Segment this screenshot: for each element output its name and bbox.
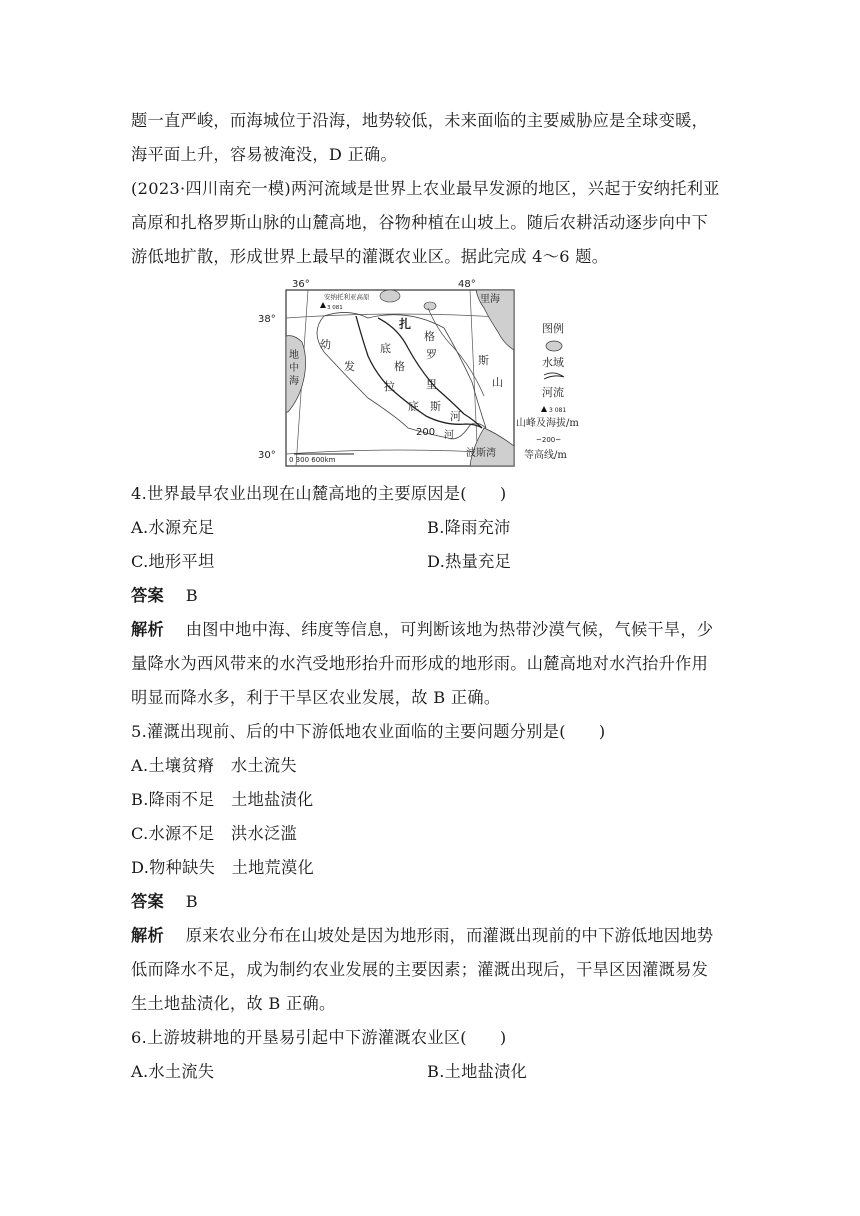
q5-explain-label: 解析 bbox=[131, 926, 164, 945]
river-tail: 河 bbox=[444, 430, 454, 441]
contour-value: 200 bbox=[416, 427, 436, 438]
legend-peak: 山峰及海拔/m bbox=[516, 418, 579, 429]
legend-water: 水域 bbox=[542, 356, 564, 369]
q6-option-b: B.土地盐渍化 bbox=[427, 1062, 528, 1081]
legend-peak-sample: 3 081 bbox=[549, 407, 567, 414]
lon-right: 48° bbox=[458, 279, 476, 290]
q4-answer-value: B bbox=[185, 586, 198, 605]
legend-river: 河流 bbox=[542, 386, 564, 399]
med-3: 海 bbox=[289, 376, 299, 387]
q5-explain-3: 生土地盐渍化，故 B 正确。 bbox=[131, 994, 336, 1013]
q5-option-b: B.降雨不足 土地盐渍化 bbox=[131, 790, 314, 809]
q4-explain-3: 明显而降水多，利于干旱区农业发展，故 B 正确。 bbox=[131, 688, 501, 707]
lat-top: 38° bbox=[258, 314, 276, 325]
tigris-2: 格 bbox=[394, 360, 405, 373]
zagros-4: 斯 bbox=[478, 354, 489, 367]
peak-value: 3 081 bbox=[327, 305, 343, 311]
legend-title: 图例 bbox=[542, 322, 564, 335]
q6-option-a: A.水土流失 bbox=[131, 1062, 215, 1081]
q5-option-d: D.物种缺失 土地荒漠化 bbox=[131, 858, 315, 877]
legend-contour-sample: ~200~ bbox=[536, 436, 562, 444]
q4-explain-1 bbox=[131, 619, 713, 641]
passage-line-3: 游低地扩散，形成世界上最早的灌溉农业区。据此完成 4～6 题。 bbox=[131, 247, 609, 266]
euph-2: 发 bbox=[344, 360, 355, 373]
passage-line-1: (2023·四川南充一模)两河流域是世界上农业最早发源的地区，兴起于安纳托利亚 bbox=[131, 179, 720, 198]
zagros-2: 格 bbox=[424, 330, 435, 343]
lake bbox=[424, 302, 436, 310]
q5-answer-label: 答案 bbox=[131, 892, 164, 911]
zagros-1: 扎 bbox=[399, 317, 412, 331]
q5-answer-value: B bbox=[185, 892, 198, 911]
euph-4: 底 bbox=[408, 400, 419, 413]
lake bbox=[380, 290, 400, 302]
legend-contour: 等高线/m bbox=[524, 450, 567, 461]
scale-label: 0 300 600km bbox=[289, 456, 336, 464]
q4-explain-label: 解析 bbox=[131, 620, 164, 639]
q6-stem: 6.上游坡耕地的开垦易引起中下游灌溉农业区( ) bbox=[131, 1028, 507, 1047]
zagros-3: 罗 bbox=[426, 348, 437, 361]
mesopotamia-map bbox=[258, 278, 618, 470]
passage-line-2: 高原和扎格罗斯山脉的山麓高地，谷物种植在山坡上。随后农耕活动逐步向中下 bbox=[131, 213, 709, 232]
q5-option-a: A.土壤贫瘠 水土流失 bbox=[131, 756, 297, 775]
caspian-label: 里海 bbox=[480, 294, 500, 305]
q4-answer bbox=[131, 585, 198, 607]
med-2: 中 bbox=[289, 363, 299, 374]
q4-explain-text-1: 由图中地中海、纬度等信息，可判断该地为热带沙漠气候，气候干旱，少 bbox=[185, 620, 714, 639]
lon-left: 36° bbox=[292, 279, 310, 290]
q4-option-b: B.降雨充沛 bbox=[427, 518, 511, 537]
legend bbox=[516, 321, 579, 461]
tigris-4: 斯 bbox=[430, 400, 441, 413]
euph-1: 幼 bbox=[320, 338, 331, 351]
tigris-5: 河 bbox=[450, 410, 461, 423]
q4-stem: 4.世界最早农业出现在山麓高地的主要原因是( ) bbox=[131, 484, 507, 503]
med-1: 地 bbox=[289, 350, 299, 361]
intro-line-2: 海平面上升，容易被淹没，D 正确。 bbox=[131, 145, 398, 164]
q5-stem: 5.灌溉出现前、后的中下游低地农业面临的主要问题分别是( ) bbox=[131, 722, 606, 741]
q4-option-a: A.水源充足 bbox=[131, 518, 215, 537]
legend-water-icon bbox=[546, 341, 562, 351]
tigris-1: 底 bbox=[380, 342, 391, 355]
q5-explain-2: 低而降水不足，成为制约农业发展的主要因素；灌溉出现后，干旱区因灌溉易发 bbox=[131, 960, 709, 979]
tigris-3: 里 bbox=[426, 378, 437, 391]
legend-river-icon bbox=[544, 373, 564, 379]
gulf-label: 波斯湾 bbox=[466, 448, 496, 459]
q4-explain-2: 量降水为西风带来的水汽受地形抬升而形成的地形雨。山麓高地对水汽抬升作用 bbox=[131, 654, 709, 673]
q4-answer-label: 答案 bbox=[131, 586, 164, 605]
q5-explain-1 bbox=[131, 925, 713, 947]
q4-option-d: D.热量充足 bbox=[427, 552, 512, 571]
zagros-5: 山 bbox=[492, 376, 503, 389]
peak-icon bbox=[320, 302, 326, 308]
q5-answer bbox=[131, 891, 198, 913]
plateau-label: 安纳托利亚高原 bbox=[324, 293, 370, 301]
lat-bottom: 30° bbox=[258, 450, 276, 461]
euphrates-river bbox=[356, 316, 482, 428]
meridian-48 bbox=[470, 290, 478, 466]
q4-option-c: C.地形平坦 bbox=[131, 552, 215, 571]
q5-option-c: C.水源不足 洪水泛滥 bbox=[131, 824, 297, 843]
legend-peak-icon bbox=[541, 406, 547, 412]
euph-3: 拉 bbox=[384, 380, 395, 393]
q5-explain-text-1: 原来农业分布在山坡处是因为地形雨，而灌溉出现前的中下游低地因地势 bbox=[185, 926, 714, 945]
intro-line-1: 题一直严峻，而海城位于沿海，地势较低，未来面临的主要威胁应是全球变暖， bbox=[131, 111, 709, 130]
